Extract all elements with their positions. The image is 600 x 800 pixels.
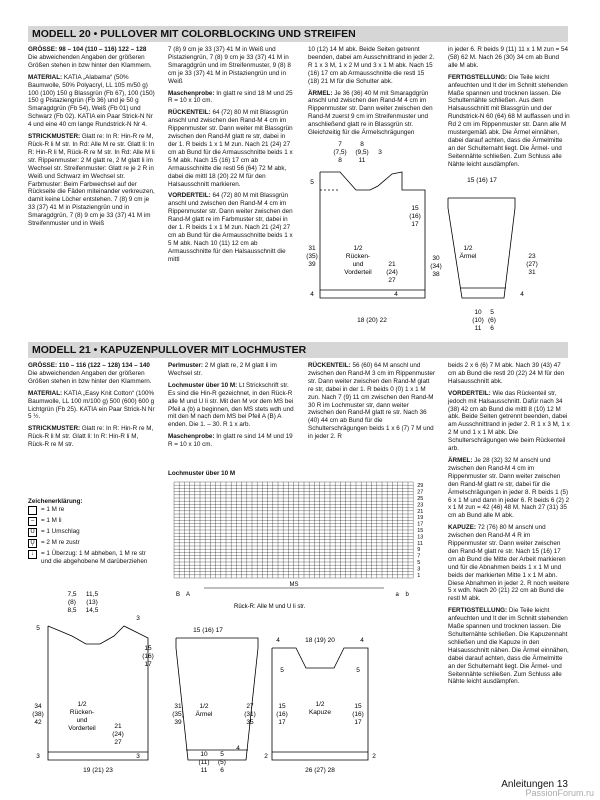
svg-text:15: 15 bbox=[278, 703, 286, 710]
paragraph bbox=[308, 90, 436, 137]
svg-text:27: 27 bbox=[388, 277, 396, 284]
svg-text:31: 31 bbox=[308, 245, 316, 252]
svg-text:(31): (31) bbox=[244, 711, 256, 718]
paragraph-heading: MATERIAL: bbox=[28, 73, 64, 81]
paragraph-text: 10 (12) 14 M abk. Beide Seiten getrennt beenden, dabei am Ausschnittrand in jeder 2. R 1 x 3 M, 1 x 2 M und 3 x 1 M abk. Nach 15 (16) 17 cm ab Armausschnitte die restl 15 (18) 21 M für die Schulter abk. bbox=[308, 46, 435, 85]
svg-text:15 (16) 17: 15 (16) 17 bbox=[193, 627, 223, 634]
svg-text:6: 6 bbox=[490, 325, 494, 332]
m21-schematic bbox=[28, 588, 448, 778]
svg-text:(34): (34) bbox=[430, 263, 442, 270]
svg-text:6: 6 bbox=[220, 767, 224, 774]
svg-text:(24): (24) bbox=[112, 731, 124, 738]
paragraph-text: 7 (8) 9 cm je 33 (37) 41 M in Weiß und Pistaziengrün, 7 (8) 9 cm je 33 (37) 41 M in Smaragdgrün und im Streifenmuster, 9 (8) 8 cm je 33 (37) 41 M in Pistaziengrün und in Weiß bbox=[168, 46, 291, 85]
chart-row-label: 9 bbox=[417, 547, 421, 554]
svg-text:18 (20) 22: 18 (20) 22 bbox=[357, 317, 387, 324]
paragraph-heading: GRÖSSE: 98 – 104 (110 – 116) 122 – 128 bbox=[28, 46, 147, 53]
legend-text: = 1 Überzug: 1 M abheben, 1 M re str und die abgehobene M darüberziehen bbox=[41, 549, 148, 565]
svg-text:3: 3 bbox=[136, 615, 140, 622]
legend-item bbox=[28, 506, 156, 515]
paragraph bbox=[28, 390, 156, 422]
chart-label-A: A bbox=[185, 592, 191, 598]
svg-text:(13): (13) bbox=[86, 599, 98, 606]
chart-row-label: 17 bbox=[417, 521, 424, 528]
svg-text:(16): (16) bbox=[352, 711, 364, 718]
paragraph bbox=[168, 382, 296, 429]
paragraph-heading: Lochmuster über 10 M: bbox=[168, 381, 240, 389]
legend-title: Zeichenerklärung: bbox=[28, 498, 83, 505]
svg-text:10: 10 bbox=[200, 751, 208, 758]
chart-row-label: 23 bbox=[417, 502, 424, 509]
m20-body-outline bbox=[320, 172, 425, 298]
chart-label-a: a bbox=[395, 592, 399, 598]
svg-text:11: 11 bbox=[358, 157, 366, 164]
paragraph bbox=[168, 46, 296, 86]
svg-text:11: 11 bbox=[200, 767, 208, 774]
svg-text:(35): (35) bbox=[172, 711, 184, 718]
svg-text:Rücken-: Rücken- bbox=[345, 253, 371, 260]
paragraph-text: In glatt re sind 14 M und 19 R = 10 x 10 cm. bbox=[168, 433, 293, 449]
svg-text:1/2: 1/2 bbox=[315, 701, 325, 708]
svg-text:15: 15 bbox=[354, 703, 362, 710]
svg-text:4: 4 bbox=[236, 745, 240, 752]
svg-text:1/2: 1/2 bbox=[199, 703, 209, 710]
svg-text:11,5: 11,5 bbox=[85, 591, 99, 598]
legend-symbol-icon: Ų bbox=[28, 539, 37, 548]
chart-label-ms: MS bbox=[289, 582, 299, 588]
svg-text:15 (16) 17: 15 (16) 17 bbox=[467, 177, 497, 184]
svg-text:4: 4 bbox=[360, 637, 364, 644]
paragraph-text: 56 (60) 64 M anschl und zwischen den Rand-M 3 cm im Rippenmuster str. Dann weiter zwischen den Rand-M glatt re str, dabei in der 1. R beids 0 (0) 1 x 1 M zun. Nach 7 (9) 11 cm zwischen den Rand-M 30 R im Lochmuster str, dann weiter zwischen den Rand-M glatt re str. Nach 36 (40) 44 cm ab Bund für die Schulterschrägungen beids 1 x 6 (7) 7 M und in jeder 2. R bbox=[308, 362, 436, 441]
paragraph-heading: RÜCKENTEIL: bbox=[168, 109, 213, 117]
paragraph bbox=[28, 425, 156, 449]
legend-item bbox=[28, 550, 156, 566]
paragraph bbox=[28, 46, 156, 70]
m21-sleeve-outline bbox=[176, 638, 258, 760]
legend-symbol-icon: U bbox=[28, 528, 37, 537]
paragraph bbox=[448, 362, 570, 386]
svg-text:3: 3 bbox=[36, 753, 40, 760]
chart-row-label: 5 bbox=[417, 560, 421, 566]
svg-text:10: 10 bbox=[474, 309, 482, 316]
paragraph-heading: Maschenprobe: bbox=[168, 89, 217, 97]
svg-text:39: 39 bbox=[174, 719, 182, 726]
paragraph-heading: MATERIAL: bbox=[28, 389, 64, 397]
svg-text:2: 2 bbox=[264, 753, 268, 760]
paragraph bbox=[28, 362, 156, 386]
chart-row-label: 7 bbox=[417, 553, 421, 560]
chart-row-label: 25 bbox=[417, 496, 424, 502]
legend-item bbox=[28, 539, 156, 548]
paragraph-text: Die abweichenden Angaben der größeren Größen stehen in bzw hinter den Klammern. bbox=[28, 53, 152, 69]
svg-text:(8): (8) bbox=[68, 599, 76, 606]
svg-text:1/2: 1/2 bbox=[77, 701, 87, 708]
paragraph-text: KATIA „Alabama“ (50% Baumwolle, 50% Polyacryl, LL 105 m/50 g) 100 (100) 150 g Blassgrün (Fb 67), 100 (150) 150 g Pistaziengrün (Fb 36) und je 50 g Smaragdgrün (Fb 54), Weiß (Fb 01) und Schwarz (Fb 02). KATIA ein Paar Strick-N Nr 4 und eine 40 cm lange Rundstrick-N Nr 4. bbox=[28, 73, 155, 129]
svg-text:2: 2 bbox=[372, 753, 376, 760]
svg-text:8,5: 8,5 bbox=[67, 607, 77, 614]
svg-text:(24): (24) bbox=[386, 269, 398, 276]
m20-col1 bbox=[28, 46, 156, 346]
paragraph-text: 72 (76) 80 M anschl und zwischen den Rand-M 4 R im Rippenmuster str. Dann weiter zwischen den Rand-M glatt re str. Nach 15 (16) 17 cm ab Bund die Mitte der Arbeit markieren und für die Abnahmen beids 1 x 1 M und beids der markierten Mitte 1 x 1 M abn. Diese Abnahmen in jeder 2. R noch weitere 5 x wdh. Nach 20 (21) 22 cm ab Bund die restl M abk. bbox=[448, 524, 570, 603]
svg-text:5: 5 bbox=[36, 625, 40, 632]
svg-text:(10): (10) bbox=[472, 317, 484, 324]
svg-text:(38): (38) bbox=[32, 711, 44, 718]
m20-col3 bbox=[308, 46, 436, 146]
svg-text:(5): (5) bbox=[218, 759, 226, 766]
paragraph-text: KATIA „Easy Knit Cotton“ (100% Baumwolle, LL 100 m/100 g) 500 (600) 600 g Lichtgrün (Fb 25). KATIA ein Paar Strick-N Nr 5 ½. bbox=[28, 389, 155, 421]
chart-row-label: 3 bbox=[417, 566, 421, 573]
paragraph-heading: Maschenprobe: bbox=[168, 433, 217, 441]
watermark: PassionForum.ru bbox=[525, 788, 594, 798]
svg-text:Ärmel: Ärmel bbox=[195, 711, 213, 718]
svg-text:15: 15 bbox=[411, 205, 419, 212]
svg-text:15: 15 bbox=[144, 645, 152, 652]
chart-label-b: b bbox=[405, 592, 409, 598]
paragraph-heading: KAPUZE: bbox=[448, 524, 478, 532]
paragraph bbox=[308, 46, 436, 86]
svg-text:30: 30 bbox=[432, 255, 440, 262]
svg-text:und: und bbox=[76, 717, 88, 724]
svg-text:4: 4 bbox=[520, 291, 524, 298]
paragraph bbox=[168, 109, 296, 188]
svg-text:21: 21 bbox=[114, 723, 122, 730]
svg-text:35: 35 bbox=[246, 719, 254, 726]
chart-row-label: 13 bbox=[417, 534, 424, 541]
paragraph-text: 2 M glatt re, 2 M glatt li im Wechsel str. bbox=[168, 362, 277, 377]
svg-text:7,5: 7,5 bbox=[67, 591, 77, 598]
paragraph-text: Die Teile leicht anfeuchten und lt der im Schnitt stehenden Maße spannen und trocknen lassen. Die Schulternähte schließen. Aus dem Halsausschnitt mit Blassgrün und der Rundstrick-N 60 (64) 68 M auffassen und in Rd 2 cm im Rippenmuster str. Dann alle M mustergemäß abk. Die Ärmel einnähen, dabei darauf achten, dass die Ärmelmitte an der Schulternaht liegt. Die Ärmel- und Seitennähte schließen. Zum Schluss alle Nähte leicht ausdämpfen. bbox=[448, 73, 570, 168]
svg-text:und: und bbox=[352, 261, 364, 268]
legend-text: = 1 M re bbox=[41, 505, 65, 513]
svg-text:(16): (16) bbox=[276, 711, 288, 718]
paragraph bbox=[448, 607, 570, 686]
paragraph bbox=[168, 433, 296, 449]
svg-text:17: 17 bbox=[411, 221, 419, 228]
svg-text:5: 5 bbox=[220, 751, 224, 758]
m21-body-outline bbox=[48, 626, 148, 760]
svg-text:38: 38 bbox=[432, 271, 440, 278]
paragraph bbox=[448, 46, 570, 70]
paragraph bbox=[28, 133, 156, 228]
legend-item bbox=[28, 517, 156, 526]
paragraph-heading: ÄRMEL: bbox=[308, 89, 335, 97]
paragraph-heading: VORDERTEIL: bbox=[168, 192, 213, 200]
paragraph-text: in jeder 6. R beids 9 (11) 11 x 1 M zun = 54 (58) 62 M. Nach 26 (30) 34 cm ab Bund alle M abk. bbox=[448, 46, 568, 69]
svg-text:1/2: 1/2 bbox=[463, 245, 473, 252]
svg-text:4: 4 bbox=[394, 291, 398, 298]
paragraph-text: 64 (72) 80 M mit Blassgrün anschl und zwischen den Rand-M 4 cm im Rippenmuster str. Dann weiter mit Blassgrün zwischen den Rand-M glatt re str, dabei in der 1. R beids 1 x 1 M zun. Nach 21 (24) 27 cm ab Bund für die Armausschnitte beids 1 x 5 M abk. Nach 15 (16) 17 cm ab Armausschnitte die restl 56 (64) 72 M abk, dabei die mittl 18 (20) 22 M für den Halsausschnitt markieren. bbox=[168, 109, 293, 188]
svg-text:8: 8 bbox=[338, 157, 342, 164]
m20-schematic bbox=[300, 138, 570, 338]
paragraph-text: beids 2 x 6 (6) 7 M abk. Nach 39 (43) 47 cm ab Bund die restl 20 (22) 24 M für den Halsausschnitt abk. bbox=[448, 362, 565, 385]
svg-text:(16): (16) bbox=[142, 653, 154, 660]
svg-text:(11): (11) bbox=[198, 759, 210, 766]
paragraph-text: Wie das Rückenteil str, jedoch mit Halsausschnitt. Dafür nach 34 (38) 42 cm ab Bund die mittl 8 (10) 12 M abk. Beide Seiten getrennt beenden, dabei am Ausschnittrand in jeder 2. R 1 x 3 M, 1 x 2 M und 1 x 1 M abk. Die Schulterschrägungen wie beim Rückenteil arb. bbox=[448, 389, 570, 453]
svg-text:31: 31 bbox=[174, 703, 182, 710]
svg-text:Rücken-: Rücken- bbox=[69, 709, 95, 716]
legend-symbol-icon: – bbox=[28, 517, 37, 526]
paragraph bbox=[308, 362, 436, 441]
paragraph-heading: FERTIGSTELLUNG: bbox=[448, 607, 509, 615]
svg-text:Kapuze: Kapuze bbox=[308, 709, 332, 716]
svg-text:Vorderteil: Vorderteil bbox=[68, 725, 96, 732]
svg-text:1/2: 1/2 bbox=[353, 245, 363, 252]
paragraph bbox=[168, 362, 296, 378]
paragraph bbox=[448, 457, 570, 520]
m21-col3 bbox=[308, 362, 436, 442]
paragraph-text: 64 (72) 80 M mit Blassgrün anschl und zwischen den Rand-M 4 cm im Rippenmuster str. Dann weiter zwischen den Rand-M glatt re im Farbmuster str, dabei in der 1. R beids 1 x 1 M zun. Nach 21 (24) 27 cm ab Bund für die Armausschnitte beids 1 x 5 M abk. Nach 10 (11) 12 cm ab Armausschnitte für den Halsausschnitt die mittl bbox=[168, 192, 293, 263]
legend-symbol-icon: ↓ bbox=[28, 550, 37, 559]
m21-col4 bbox=[448, 362, 570, 777]
paragraph bbox=[168, 192, 296, 263]
m21-col1 bbox=[28, 362, 156, 510]
svg-text:4: 4 bbox=[310, 291, 314, 298]
chart-row-label: 27 bbox=[417, 489, 424, 496]
svg-text:42: 42 bbox=[34, 719, 42, 726]
paragraph-text: Je 36 (36) 40 M mit Smaragdgrün anschl und zwischen den Rand-M 4 cm im Rippenmuster str. Dann weiter zwischen den Rand-M zuerst 9 cm im Streifenmuster und anschließend glatt re in Blassgrün str. Gleichzeitig für die Ärmelschrägungen bbox=[308, 89, 433, 137]
chart-label-B: B bbox=[175, 592, 181, 598]
m21-legend bbox=[28, 498, 156, 588]
svg-text:27: 27 bbox=[246, 703, 254, 710]
svg-text:3: 3 bbox=[378, 149, 382, 156]
m20-col2 bbox=[168, 46, 296, 346]
paragraph-text: Glatt re: In R: Hin-R re M, Rück-R li M str. In Rd: Alle M re str. Glatt li: In R: Hin-R li M, Rück-R re M str. In Rd: Alle M li str. Rippenmuster: 2 M glatt re, 2 M glatt li im Wechsel str. Streifenmuster: Glatt re je 2 R in Weiß und Schwarz im Wechsel str. Farbmuster: Beim Farbwechsel auf der Rückseite die Fäden miteinander verkreuzen, damit keine Löcher entstehen. 7 (8) 9 cm je 33 (37) 41 M in Pistaziengrün und in Smaragdgrün, 7 (8) 9 cm je 33 (37) 41 M im Streifenmuster und in Weiß bbox=[28, 133, 155, 228]
svg-text:(6): (6) bbox=[488, 317, 496, 324]
svg-text:17: 17 bbox=[278, 719, 286, 726]
legend-item bbox=[28, 528, 156, 537]
model20-title: MODELL 20 • PULLOVER MIT COLORBLOCKING UND STREIFEN bbox=[28, 26, 568, 42]
svg-text:23: 23 bbox=[528, 253, 536, 260]
chart-rueck-note: Rück-R: Alle M und U li str. bbox=[234, 604, 306, 610]
svg-text:5: 5 bbox=[356, 667, 360, 674]
paragraph-text: Je 28 (32) 32 M anschl und zwischen den Rand-M 4 cm im Rippenmuster str. Dann weiter zwischen den Rand-M glatt re str, dabei für die Ärmelschrägungen in jeder 8. R beids 1 (5) 6 x 1 M und dann in jeder 6. R beids 6 (2) 2 x 1 M zun = 42 (46) 48 M. Nach 27 (31) 35 cm ab Bund alle M abk. bbox=[448, 456, 570, 520]
svg-text:18 (19) 20: 18 (19) 20 bbox=[305, 637, 335, 644]
svg-text:7: 7 bbox=[338, 141, 342, 148]
svg-text:4: 4 bbox=[276, 637, 280, 644]
svg-text:21: 21 bbox=[388, 261, 396, 268]
paragraph-heading: Perlmuster: bbox=[168, 362, 205, 369]
paragraph-text: Glatt re: In R: Hin-R re M, Rück-R li M str. Glatt li: In R: Hin-R li M, Rück-R re M str. bbox=[28, 425, 154, 449]
paragraph-heading: RÜCKENTEIL: bbox=[308, 362, 353, 369]
paragraph-heading: GRÖSSE: 110 – 116 (122 – 128) 134 – 140 bbox=[28, 362, 150, 369]
svg-text:3: 3 bbox=[136, 753, 140, 760]
svg-text:17: 17 bbox=[144, 661, 152, 668]
svg-text:(35): (35) bbox=[306, 253, 318, 260]
chart-title: Lochmuster über 10 M bbox=[168, 470, 236, 477]
svg-text:(7,5): (7,5) bbox=[333, 149, 347, 156]
svg-text:5: 5 bbox=[280, 667, 284, 674]
svg-text:34: 34 bbox=[34, 703, 42, 710]
svg-text:39: 39 bbox=[308, 261, 316, 268]
paragraph-text: Die Teile leicht anfeuchten und lt der im Schnitt stehenden Maße spannen und trocknen lassen. Die Schulternähte schließen. Die Kapuzennaht schließen und die Kapuze in den Halsausschnitt nähen. Die Ärmel einnähen, dabei darauf achten, dass die Ärmelmitte an der Schulternaht liegt. Die Ärmel- und Seitennähte schließen. Zum Schluss alle Nähte leicht ausdämpfen. bbox=[448, 607, 569, 686]
svg-text:5: 5 bbox=[490, 309, 494, 316]
m21-col2 bbox=[168, 362, 296, 449]
paragraph bbox=[168, 90, 296, 106]
page-footer: Anleitungen 13 bbox=[501, 779, 568, 790]
legend-text: = 1 Umschlag bbox=[41, 527, 80, 535]
legend-text: = 1 M li bbox=[41, 516, 62, 524]
paragraph-text: In glatt re sind 18 M und 25 R = 10 x 10 cm. bbox=[168, 89, 293, 105]
paragraph-text: Die abweichenden Angaben der größeren Größen stehen in bzw hinter den Klammern. bbox=[28, 369, 152, 385]
svg-text:17: 17 bbox=[354, 719, 362, 726]
paragraph bbox=[448, 524, 570, 603]
svg-text:31: 31 bbox=[528, 269, 536, 276]
svg-text:11: 11 bbox=[474, 325, 482, 332]
paragraph-heading: STRICKMUSTER: bbox=[28, 133, 82, 141]
legend-symbol-icon bbox=[28, 506, 37, 515]
svg-text:19 (21) 23: 19 (21) 23 bbox=[83, 767, 113, 774]
m20-sleeve-outline bbox=[448, 198, 515, 298]
legend-text: = 2 M re zustr bbox=[41, 538, 80, 546]
svg-text:(27): (27) bbox=[526, 261, 538, 268]
chart-row-label: 21 bbox=[417, 508, 424, 515]
svg-text:26 (27) 28: 26 (27) 28 bbox=[305, 767, 335, 774]
chart-row-label: 15 bbox=[417, 528, 424, 534]
svg-text:(9,5): (9,5) bbox=[355, 149, 369, 156]
chart-row-label: 29 bbox=[417, 483, 424, 490]
model21-title: MODELL 21 • KAPUZENPULLOVER MIT LOCHMUSTER bbox=[28, 342, 568, 358]
chart-row-label: 19 bbox=[417, 515, 424, 522]
paragraph-heading: ÄRMEL: bbox=[448, 456, 475, 464]
paragraph-heading: VORDERTEIL: bbox=[448, 389, 493, 397]
svg-text:Ärmel: Ärmel bbox=[459, 253, 477, 260]
svg-text:(16): (16) bbox=[409, 213, 421, 220]
svg-text:8: 8 bbox=[360, 141, 364, 148]
paragraph bbox=[28, 74, 156, 129]
svg-text:5: 5 bbox=[310, 179, 314, 186]
svg-text:27: 27 bbox=[114, 739, 122, 746]
paragraph-text: Lt Strickschrift str. Es sind die Hin-R gezeichnet, in den Rück-R alle M und U li str. Mit den M vor dem MS bei Pfeil a (b) a beginnen, den MS stets wdh und mit den M nach dem MS bei Pfeil A (B) A enden. Die 1. – 30. R 1 x arb. bbox=[168, 381, 294, 429]
chart-row-label: 1 bbox=[417, 572, 421, 579]
chart-row-label: 11 bbox=[417, 540, 423, 547]
svg-text:Vorderteil: Vorderteil bbox=[344, 269, 372, 276]
svg-text:14,5: 14,5 bbox=[85, 607, 99, 614]
paragraph bbox=[448, 390, 570, 453]
paragraph-heading: STRICKMUSTER: bbox=[28, 425, 82, 433]
paragraph-heading: FERTIGSTELLUNG: bbox=[448, 73, 509, 81]
